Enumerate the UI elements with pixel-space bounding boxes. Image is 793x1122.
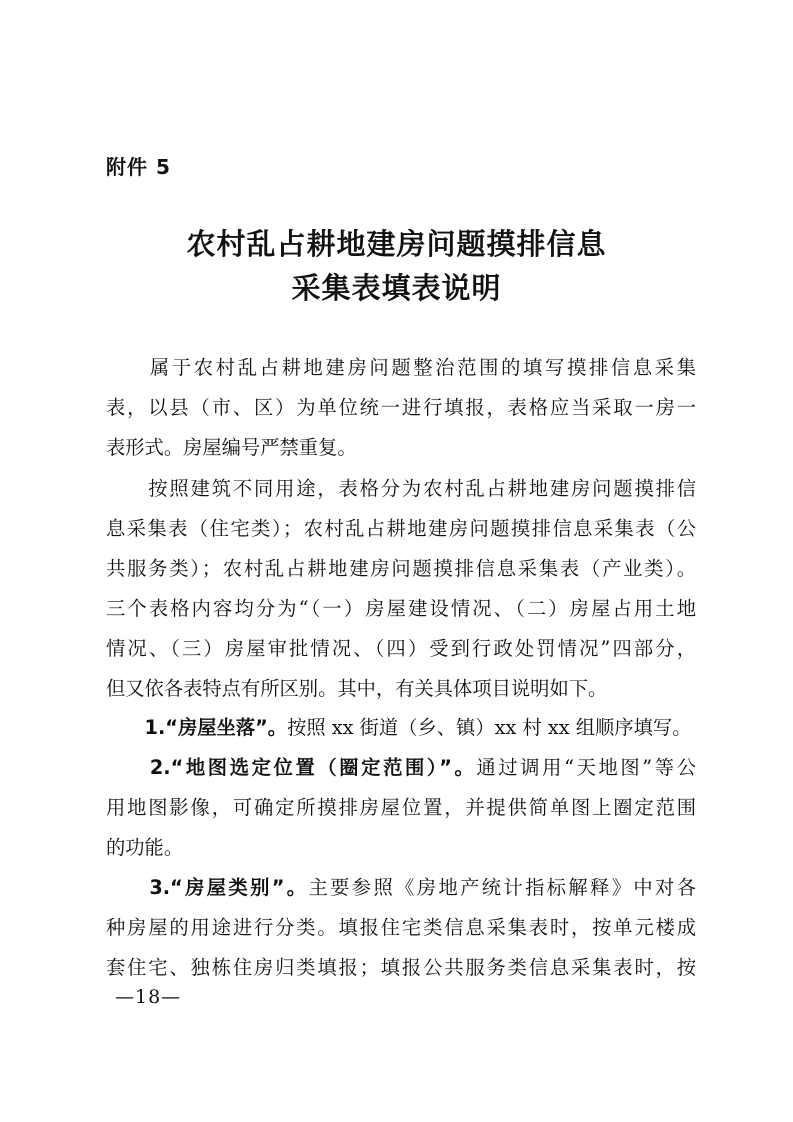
paragraph-2-line-4: 三个表格内容均分为“（一）房屋建设情况、（二）房屋占用土地 — [106, 597, 696, 620]
paragraph-1-line-1: 属于农村乱占耕地建房问题整治范围的填写摸排信息采集 — [106, 356, 696, 379]
item-3-line-2: 种房屋的用途进行分类。填报住宅类信息采集表时，按单元楼成 — [106, 916, 696, 939]
item-2-text: 通过调用“天地图”等公 — [476, 756, 696, 779]
item-3-line-1 — [106, 873, 696, 903]
item-3-line-3: 套住宅、独栋住房归类填报；填报公共服务类信息采集表时，按 — [106, 956, 696, 979]
paragraph-2-line-2: 息采集表（住宅类）；农村乱占耕地建房问题摸排信息采集表（公 — [106, 517, 696, 540]
attachment-label: 附件 5 — [106, 155, 171, 179]
page-title-line-1: 农村乱占耕地建房问题摸排信息 — [186, 227, 607, 261]
paragraph-2-line-6: 但又依各表特点有所区别。其中，有关具体项目说明如下。 — [106, 677, 608, 700]
item-1-label: 1.“房屋坐落”。 — [106, 716, 288, 739]
item-1-line — [106, 713, 696, 743]
item-2-line-1 — [106, 753, 696, 783]
item-2-label: 2.“地图选定位置（圈定范围）”。 — [106, 756, 477, 779]
item-3-text: 主要参照《房地产统计指标解释》中对各 — [308, 876, 697, 899]
item-2-line-3: 的功能。 — [106, 836, 184, 859]
item-3-label: 3.“房屋类别”。 — [106, 876, 309, 899]
item-1-text: 按照 xx 街道（乡、镇）xx 村 xx 组顺序填写。 — [287, 716, 692, 739]
page-number: —18— — [115, 986, 182, 1008]
paragraph-1-line-2: 表，以县（市、区）为单位统一进行填报，表格应当采取一房一 — [106, 396, 696, 419]
paragraph-2-line-5: 情况、（三）房屋审批情况、（四）受到行政处罚情况”四部分， — [106, 637, 696, 660]
paragraph-2-line-1: 按照建筑不同用途，表格分为农村乱占耕地建房问题摸排信 — [106, 477, 696, 500]
page-title-line-2: 采集表填表说明 — [291, 271, 502, 305]
paragraph-2-line-3: 共服务类）；农村乱占耕地建房问题摸排信息采集表（产业类）。 — [106, 557, 696, 580]
item-2-line-2: 用地图影像，可确定所摸排房屋位置，并提供简单图上圈定范围 — [106, 796, 696, 819]
paragraph-1-line-3: 表形式。房屋编号严禁重复。 — [106, 436, 357, 459]
